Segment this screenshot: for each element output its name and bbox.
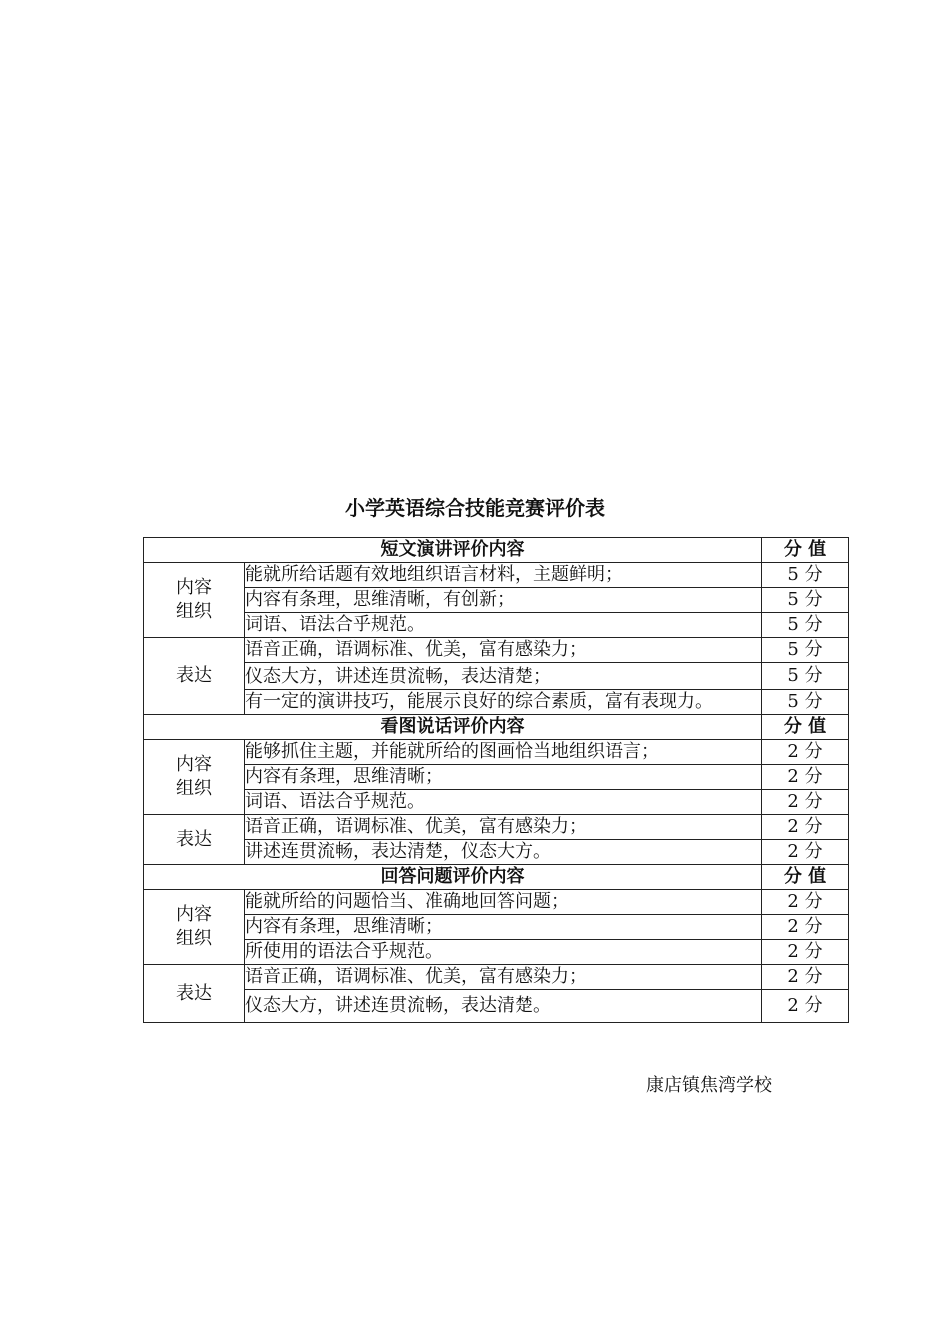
score-cell: 2 分 xyxy=(762,765,849,790)
table-row xyxy=(144,890,849,915)
score-column-header: 分 值 xyxy=(762,715,849,740)
table-row xyxy=(144,740,849,765)
evaluation-table-body xyxy=(144,538,849,1023)
table-row xyxy=(144,840,849,865)
table-row xyxy=(144,940,849,965)
score-cell: 5 分 xyxy=(762,613,849,638)
criterion-text: 仪态大方，讲述连贯流畅，表达清楚。 xyxy=(245,990,762,1023)
evaluation-table xyxy=(143,537,849,1023)
score-cell: 5 分 xyxy=(762,563,849,588)
section-header: 回答问题评价内容 xyxy=(144,865,762,890)
criterion-text: 有一定的演讲技巧，能展示良好的综合素质，富有表现力。 xyxy=(245,690,762,715)
category-cell: 内容 组织 xyxy=(144,563,245,638)
score-cell: 5 分 xyxy=(762,588,849,613)
section-header-row xyxy=(144,865,849,890)
table-row xyxy=(144,638,849,663)
score-cell: 2 分 xyxy=(762,815,849,840)
category-cell: 表达 xyxy=(144,638,245,715)
score-cell: 2 分 xyxy=(762,790,849,815)
criterion-text: 语音正确，语调标准、优美，富有感染力； xyxy=(245,638,762,663)
criterion-text: 词语、语法合乎规范。 xyxy=(245,613,762,638)
table-row xyxy=(144,563,849,588)
category-cell: 内容 组织 xyxy=(144,740,245,815)
table-row xyxy=(144,915,849,940)
category-cell: 表达 xyxy=(144,965,245,1023)
score-cell: 2 分 xyxy=(762,740,849,765)
table-row xyxy=(144,990,849,1023)
criterion-text: 能够抓住主题，并能就所给的图画恰当地组织语言； xyxy=(245,740,762,765)
table-row xyxy=(144,690,849,715)
criterion-text: 内容有条理，思维清晰，有创新； xyxy=(245,588,762,613)
category-cell: 表达 xyxy=(144,815,245,865)
page-title: 小学英语综合技能竞赛评价表 xyxy=(345,496,605,520)
table-row xyxy=(144,815,849,840)
school-name: 康店镇焦湾学校 xyxy=(646,1075,772,1096)
section-header-row xyxy=(144,538,849,563)
score-column-header: 分 值 xyxy=(762,538,849,563)
table-row xyxy=(144,790,849,815)
table-row xyxy=(144,613,849,638)
criterion-text: 能就所给话题有效地组织语言材料，主题鲜明； xyxy=(245,563,762,588)
score-column-header: 分 值 xyxy=(762,865,849,890)
category-cell: 内容 组织 xyxy=(144,890,245,965)
criterion-text: 语音正确，语调标准、优美，富有感染力； xyxy=(245,965,762,990)
section-header: 看图说话评价内容 xyxy=(144,715,762,740)
score-cell: 5 分 xyxy=(762,638,849,663)
table-row xyxy=(144,588,849,613)
score-cell: 5 分 xyxy=(762,663,849,690)
criterion-text: 讲述连贯流畅，表达清楚，仪态大方。 xyxy=(245,840,762,865)
table-row xyxy=(144,965,849,990)
table-row xyxy=(144,663,849,690)
score-cell: 2 分 xyxy=(762,890,849,915)
table-row xyxy=(144,765,849,790)
score-cell: 5 分 xyxy=(762,690,849,715)
section-header: 短文演讲评价内容 xyxy=(144,538,762,563)
criterion-text: 仪态大方，讲述连贯流畅，表达清楚； xyxy=(245,663,762,690)
criterion-text: 词语、语法合乎规范。 xyxy=(245,790,762,815)
criterion-text: 内容有条理，思维清晰； xyxy=(245,915,762,940)
score-cell: 2 分 xyxy=(762,965,849,990)
criterion-text: 语音正确，语调标准、优美，富有感染力； xyxy=(245,815,762,840)
score-cell: 2 分 xyxy=(762,840,849,865)
criterion-text: 能就所给的问题恰当、准确地回答问题； xyxy=(245,890,762,915)
section-header-row xyxy=(144,715,849,740)
criterion-text: 所使用的语法合乎规范。 xyxy=(245,940,762,965)
score-cell: 2 分 xyxy=(762,940,849,965)
score-cell: 2 分 xyxy=(762,990,849,1023)
score-cell: 2 分 xyxy=(762,915,849,940)
criterion-text: 内容有条理，思维清晰； xyxy=(245,765,762,790)
